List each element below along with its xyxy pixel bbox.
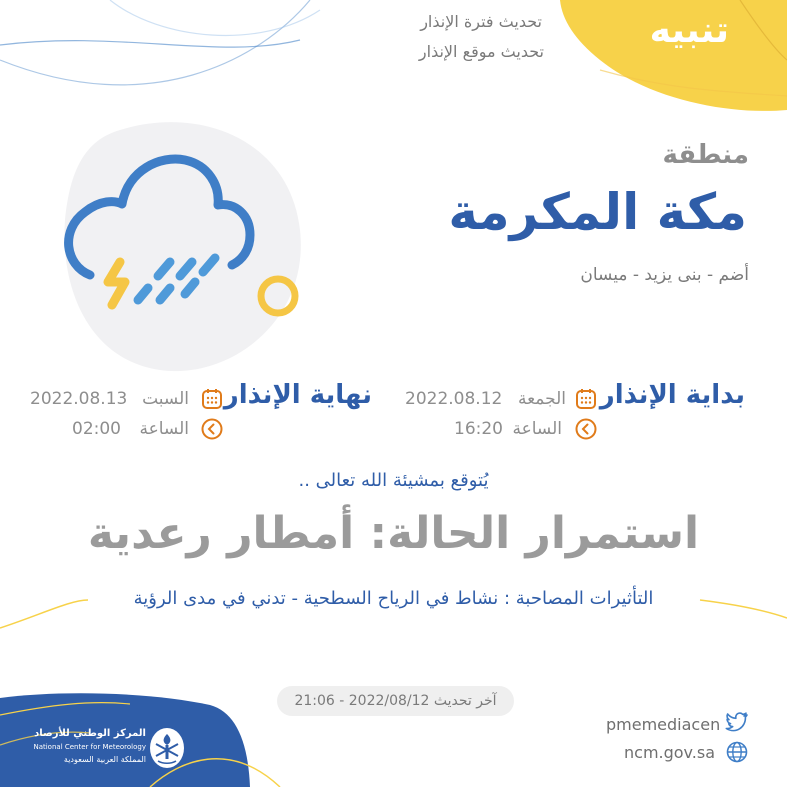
org-name-arabic: المركز الوطني للأرصاد <box>34 728 146 739</box>
warning-end-time: 02:00 <box>72 419 121 439</box>
warning-start-date: 2022.08.12 <box>405 389 503 409</box>
warning-end-day: السبت <box>142 389 189 409</box>
warning-end-date: 2022.08.13 <box>30 389 128 409</box>
forecast-intro: يُتوقع بمشيئة الله تعالى .. <box>298 470 489 491</box>
website-link[interactable]: ncm.gov.sa <box>624 743 716 762</box>
twitter-handle[interactable]: pmemediacen <box>606 715 721 734</box>
globe-icon[interactable] <box>726 741 748 763</box>
warning-start-time-label: الساعة <box>512 419 562 439</box>
last-update-badge: آخر تحديث 2022/08/12 - 21:06 <box>277 686 514 716</box>
warning-start-time: 16:20 <box>454 419 503 439</box>
calendar-icon <box>201 388 223 410</box>
region-label: منطقة <box>662 140 749 170</box>
org-country-arabic: المملكة العربية السعودية <box>63 755 146 764</box>
warning-end-time-label: الساعة <box>139 419 189 439</box>
update-period-label: تحديث فترة الإنذار <box>420 12 542 31</box>
chevron-circle-icon <box>201 418 223 440</box>
warning-end-heading: نهاية الإنذار <box>223 380 372 410</box>
forecast-situation: استمرار الحالة: أمطار رعدية <box>87 508 700 559</box>
region-name: مكة المكرمة <box>448 183 747 241</box>
forecast-effects: التأثيرات المصاحبة : نشاط في الرياح السطحية - تدني في مدى الرؤية <box>133 588 654 609</box>
warning-start-day: الجمعة <box>517 389 566 409</box>
ncm-logo-icon <box>148 726 186 770</box>
thunderstorm-rain-icon <box>60 150 305 330</box>
update-location-label: تحديث موقع الإنذار <box>418 42 544 61</box>
org-name-english: National Center for Meteorology <box>33 743 146 751</box>
chevron-circle-icon <box>575 418 597 440</box>
region-places: أضم - بنى يزيد - ميسان <box>580 265 749 285</box>
alert-title: تنبيه <box>649 10 729 51</box>
warning-start-heading: بداية الإنذار <box>599 380 745 410</box>
calendar-icon <box>575 388 597 410</box>
twitter-icon[interactable] <box>725 711 749 733</box>
